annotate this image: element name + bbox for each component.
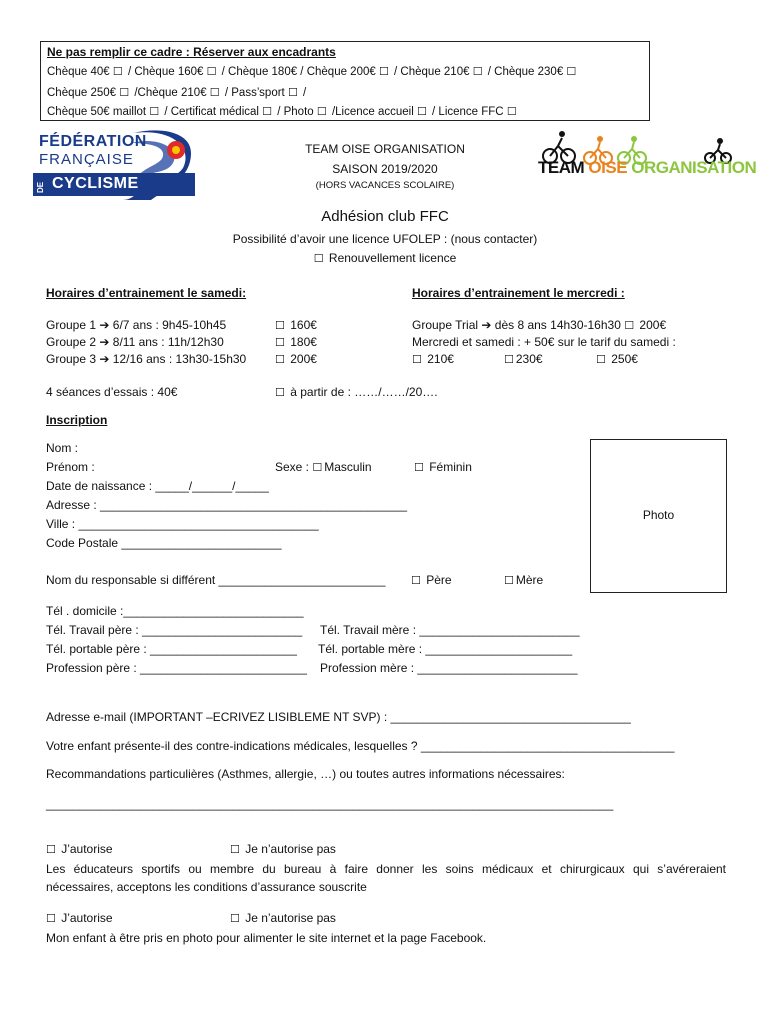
masculin-checkbox[interactable] [312, 460, 324, 474]
profession-mere-field[interactable]: Profession mère : ________________________ [320, 661, 578, 675]
reserved-checkbox[interactable] [507, 105, 519, 118]
from-date [275, 385, 438, 399]
profession-pere-field[interactable]: Profession père : _________________________ [46, 661, 307, 675]
reserved-checkbox[interactable] [113, 65, 125, 78]
group-price-checkbox[interactable] [275, 335, 287, 349]
reserved-checkbox[interactable] [473, 65, 485, 78]
auth1-text-2: nécessaires, acceptons les conditions d’assurance souscrite [46, 880, 367, 894]
team-logo-organisation: ORGANISATION [631, 158, 757, 177]
auth2-text: Mon enfant à être pris en photo pour alimenter le site internet et la page Facebook. [46, 931, 487, 945]
photo-label: Photo [642, 508, 675, 522]
auth1-no-label: Je n’autorise pas [241, 842, 336, 856]
group-text: 6/7 ans : 9h45-10h45 [109, 318, 227, 332]
group-price-checkbox[interactable] [275, 318, 287, 332]
ufolep-note: Possibilité d’avoir une licence UFOLEP : (nous contacter) [232, 232, 538, 246]
responsable-field[interactable]: Nom du responsable si différent _________________________ [46, 573, 386, 587]
renewal-label: Renouvellement licence [328, 251, 457, 265]
reserved-line-1 [47, 65, 578, 78]
feminin-label: Féminin [425, 460, 472, 474]
team-logo-oise: OISE [588, 158, 628, 177]
header-org: TEAM OISE ORGANISATION [305, 142, 465, 156]
auth2-no-checkbox[interactable] [230, 911, 242, 925]
auth1-no-checkbox[interactable] [230, 842, 242, 856]
trial-checkbox[interactable] [624, 318, 636, 332]
tel-travail-mere-field[interactable]: Tél. Travail mère : ________________________ [320, 623, 580, 637]
tel-travail-pere-field[interactable]: Tél. Travail père : ________________________ [46, 623, 303, 637]
arrow-right-icon: ➔ [99, 352, 110, 366]
group-prefix: Groupe 1 [46, 318, 100, 332]
auth1-no [230, 842, 336, 856]
group-price-label: 180€ [290, 335, 317, 349]
reserved-checkbox[interactable] [417, 105, 429, 118]
saturday-heading: Horaires d’entrainement le samedi: [46, 286, 247, 300]
reserved-item-label: /Chèque 210€ [131, 87, 210, 99]
reserved-item-label: / Certificat médical [161, 106, 263, 118]
nom-field[interactable]: Nom : [46, 441, 79, 455]
combo-price-2-label: 230€ [515, 352, 543, 366]
reserved-checkbox[interactable] [317, 105, 329, 118]
code-postal-field[interactable]: Code Postale ________________________ [46, 536, 282, 550]
reserved-item-label: Chèque 40€ [47, 66, 113, 78]
reserved-line-2 [47, 86, 306, 99]
combo-price-2 [504, 352, 543, 366]
team-logo-text [538, 158, 756, 178]
sexe-label: Sexe : [275, 460, 313, 474]
recommandations-line[interactable]: _____________________________________________________________________________________ [46, 797, 614, 811]
auth1-yes-checkbox[interactable] [46, 842, 58, 856]
feminin-checkbox[interactable] [414, 460, 426, 474]
trial-group [412, 318, 666, 332]
reserved-title: Ne pas remplir ce cadre : Réserver aux encadrants [47, 45, 336, 59]
saturday-group-price [275, 352, 317, 366]
arrow-right-icon: ➔ [99, 335, 110, 349]
reserved-item-label: / Licence FFC [428, 106, 507, 118]
recommandations-label: Recommandations particulières (Asthmes, allergie, …) ou toutes autres informations nécessaires: [46, 767, 565, 781]
dob-field[interactable]: Date de naissance : _____/______/_____ [46, 479, 269, 493]
tel-portable-pere-field[interactable]: Tél. portable père : ______________________ [46, 642, 297, 656]
mere-option [504, 573, 543, 587]
group-text: 8/11 ans : 11h/12h30 [109, 335, 224, 349]
group-price-label: 200€ [290, 352, 317, 366]
ffc-text-francaise: FRANÇAISE [39, 151, 134, 168]
ville-field[interactable]: Ville : ____________________________________ [46, 517, 319, 531]
pere-label: Père [422, 573, 452, 587]
reserved-item-label: / Pass’sport [221, 87, 288, 99]
tel-domicile-field[interactable]: Tél . domicile :___________________________ [46, 604, 304, 618]
reserved-item-label: / Photo [274, 106, 317, 118]
renewal-option [0, 251, 770, 265]
contre-indications-field[interactable]: Votre enfant présente-il des contre-indications médicales, lesquelles ? ______________________________________ [46, 739, 675, 753]
reserved-checkbox[interactable] [149, 105, 161, 118]
saturday-group-row [46, 318, 226, 332]
saturday-group-row [46, 352, 246, 366]
masculin-label: Masculin [324, 460, 372, 474]
from-date-label: à partir de : ……/……/20…. [286, 385, 438, 399]
inscription-heading: Inscription [46, 413, 108, 427]
ffc-text-cyclisme: CYCLISME [52, 175, 139, 192]
ffc-text-de: DE [36, 181, 45, 193]
auth1-yes [46, 842, 113, 856]
trial-price: 200€ [636, 318, 667, 332]
auth1-text-1: Les éducateurs sportifs ou membre du bureau à faire donner les soins médicaux et chirurgicaux qui s’avéreraient [46, 862, 726, 876]
saturday-group-price [275, 318, 317, 332]
reserved-item-label: / Chèque 180€ / Chèque 200€ [218, 66, 379, 78]
reserved-line-3 [47, 105, 519, 118]
auth2-yes [46, 911, 113, 925]
combo-1-checkbox[interactable] [412, 352, 424, 366]
form-title: Adhésion club FFC [321, 208, 449, 225]
arrow-right-icon: ➔ [481, 318, 492, 332]
mere-checkbox[interactable] [504, 573, 516, 587]
reserved-item-label: / Chèque 210€ [390, 66, 473, 78]
combo-price-1 [412, 352, 454, 366]
group-price-label: 160€ [290, 318, 317, 332]
header-season: SAISON 2019/2020 [332, 162, 438, 176]
mere-label: Mère [515, 573, 544, 587]
reserved-checkbox[interactable] [119, 86, 131, 99]
saturday-group-row [46, 335, 224, 349]
group-price-checkbox[interactable] [275, 352, 287, 366]
reserved-item-label: Chèque 250€ [47, 87, 120, 99]
auth2-no-label: Je n’autorise pas [241, 911, 336, 925]
reserved-item-label: / Chèque 230€ [484, 66, 567, 78]
ffc-text-federation: FÉDÉRATION [39, 133, 147, 150]
combo-2-checkbox[interactable] [504, 352, 516, 366]
combo-price-1-label: 210€ [427, 352, 454, 366]
reserved-checkbox[interactable] [210, 86, 222, 99]
reserved-checkbox[interactable] [379, 65, 391, 78]
adresse-field[interactable]: Adresse : ______________________________________________ [46, 498, 408, 512]
renewal-checkbox[interactable] [314, 251, 326, 265]
sexe-field [275, 460, 372, 474]
combo-note: Mercredi et samedi : + 50€ sur le tarif du samedi : [412, 335, 676, 349]
email-field[interactable]: Adresse e-mail (IMPORTANT –ECRIVEZ LISIBLEME NT SVP) : ____________________________________ [46, 710, 631, 724]
arrow-right-icon: ➔ [99, 318, 110, 332]
wednesday-heading: Horaires d’entrainement le mercredi : [412, 286, 625, 300]
tel-portable-mere-field[interactable]: Tél. portable mère : ______________________ [318, 642, 573, 656]
feminin-option [414, 460, 472, 474]
group-text: 12/16 ans : 13h30-15h30 [109, 352, 247, 366]
group-prefix: Groupe 3 [46, 352, 100, 366]
reserved-item-label: / [299, 87, 307, 99]
auth2-yes-label: J’autorise [57, 911, 113, 925]
auth2-yes-checkbox[interactable] [46, 911, 58, 925]
reserved-checkbox[interactable] [288, 86, 300, 99]
trial-text: dès 8 ans 14h30-16h30 [491, 318, 625, 332]
saturday-group-price [275, 335, 317, 349]
reserved-box [40, 41, 650, 121]
reserved-item-label: /Licence accueil [328, 106, 417, 118]
group-prefix: Groupe 2 [46, 335, 100, 349]
prenom-field[interactable]: Prénom : [46, 460, 95, 474]
team-logo-team: TEAM [538, 158, 585, 177]
pere-checkbox[interactable] [411, 573, 423, 587]
trial-prefix: Groupe Trial [412, 318, 482, 332]
auth1-yes-label: J’autorise [57, 842, 113, 856]
reserved-item-label: / Chèque 160€ [124, 66, 207, 78]
from-date-checkbox[interactable] [275, 385, 287, 399]
header-note: (HORS VACANCES SCOLAIRE) [315, 180, 455, 191]
reserved-checkbox[interactable] [207, 65, 219, 78]
combo-3-checkbox[interactable] [596, 352, 608, 366]
reserved-item-label: Chèque 50€ maillot [47, 106, 150, 118]
combo-price-3-label: 250€ [611, 352, 638, 366]
auth2-no [230, 911, 336, 925]
reserved-checkbox[interactable] [262, 105, 274, 118]
combo-price-3 [596, 352, 638, 366]
pere-option [411, 573, 452, 587]
trial-sessions: 4 séances d’essais : 40€ [46, 385, 178, 399]
reserved-checkbox[interactable] [566, 65, 578, 78]
